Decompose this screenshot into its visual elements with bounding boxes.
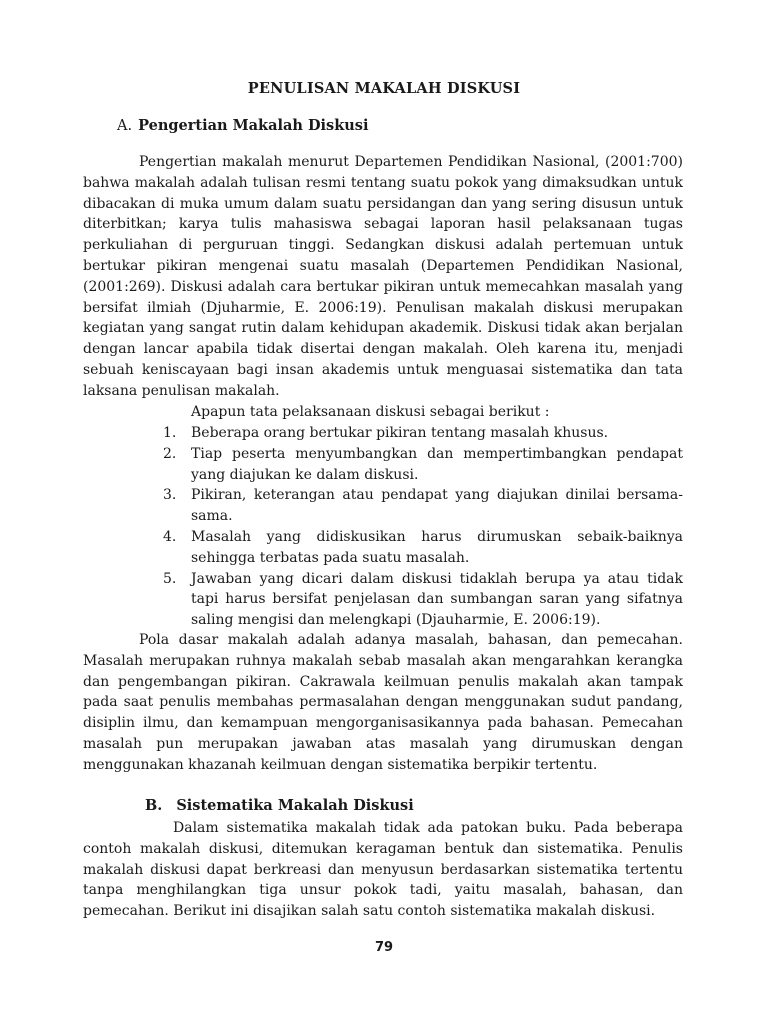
discussion-steps-list [83, 423, 683, 631]
list-item [83, 485, 683, 527]
section-a-heading [117, 117, 368, 134]
list-item [83, 444, 683, 486]
list-item-number: 1. [163, 425, 177, 441]
list-item [83, 527, 683, 569]
section-b-paragraph-1-text: Dalam sistematika makalah tidak ada patokan buku. Pada beberapa contoh makalah diskusi, ditemukan keragaman bentuk dan sistematika. Penulis makalah diskusi dapat berkreasi dan menyusun berdasarkan sistematika tertentu tanpa menghilangkan tiga unsur pokok tadi, yaitu masalah, bahasan, dan pemecahan. Berikut ini disajikan salah satu contoh sistematika makalah diskusi. [83, 820, 683, 920]
list-item-text: Tiap peserta menyumbangkan dan mempertimbangkan pendapat yang diajukan ke dalam diskusi. [191, 445, 683, 483]
list-item [83, 423, 683, 444]
section-a-paragraph-1-text: Pengertian makalah menurut Departemen Pendidikan Nasional, (2001:700) bahwa makalah adalah tulisan resmi tentang suatu pokok yang dimaksudkan untuk dibacakan di muka umum dalam suatu persidangan dan yang sering disusun untuk diterbitkan; karya tulis mahasiswa sebagai laporan hasil pelaksanaan tugas perkuliahan di perguruan tinggi. Sedangkan diskusi adalah pertemuan untuk bertukar pikiran mengenai suatu masalah (Departemen Pendidikan Nasional, (2001:269). Diskusi adalah cara bertukar pikiran untuk memecahkan masalah yang bersifat ilmiah (Djuharmie, E. 2006:19). Penulisan makalah diskusi merupakan kegiatan yang sangat rutin dalam kehidupan akademik. Diskusi tidak akan berjalan dengan lancar apabila tidak disertai dengan makalah. Oleh karena itu, menjadi sebuah keniscayaan bagi insan akademis untuk menguasai sistematika dan tata laksana penulisan makalah. [83, 154, 683, 399]
document-title: PENULISAN MAKALAH DISKUSI [247, 80, 521, 97]
list-item-number: 5. [163, 570, 177, 587]
section-a-paragraph-2 [83, 630, 683, 776]
list-item-text: Beberapa orang bertukar pikiran tentang masalah khusus. [191, 425, 609, 441]
list-item-number: 4. [163, 528, 177, 545]
section-b-paragraph-1 [83, 818, 683, 922]
section-a-paragraph-2-text: Pola dasar makalah adalah adanya masalah, bahasan, dan pemecahan. Masalah merupakan ruhnya makalah sebab masalah akan mengarahkan kerangka dan pengembangan pikiran. Cakrawala keilmuan penulis makalah akan tampak pada saat penulis membahas permasalahan dengan menggunakan sudut pandang, disiplin ilmu, dan kemampuan mengorganisasikannya pada bahasan. Pemecahan masalah pun merupakan jawaban atas masalah yang dirumuskan dengan menggunakan khazanah keilmuan dengan sistematika berpikir tertentu. [83, 632, 683, 773]
section-b-letter: B. [145, 797, 163, 814]
list-item [83, 569, 683, 631]
list-item-number: 2. [163, 445, 177, 462]
list-item-number: 3. [163, 487, 177, 504]
section-a-letter: A. [117, 118, 133, 134]
list-intro: Apapun tata pelaksanaan diskusi sebagai berikut : [191, 404, 550, 420]
list-item-text: Masalah yang didiskusikan harus dirumuskan sebaik-baiknya sehingga terbatas pada suatu masalah. [191, 528, 683, 566]
page-number: 79 [374, 940, 394, 955]
section-a-paragraph-1 [83, 152, 683, 402]
list-item-text: Jawaban yang dicari dalam diskusi tidaklah berupa ya atau tidak tapi harus bersifat penjelasan dan sumbangan saran yang sifatnya saling mengisi dan melengkapi (Djauharmie, E. 2006:19). [191, 570, 683, 629]
section-b-heading-text: Sistematika Makalah Diskusi [176, 797, 414, 814]
section-a-heading-text: Pengertian Makalah Diskusi [138, 117, 369, 134]
list-item-text: Pikiran, keterangan atau pendapat yang diajukan dinilai bersama-sama. [191, 487, 683, 525]
section-b-heading [145, 797, 414, 814]
